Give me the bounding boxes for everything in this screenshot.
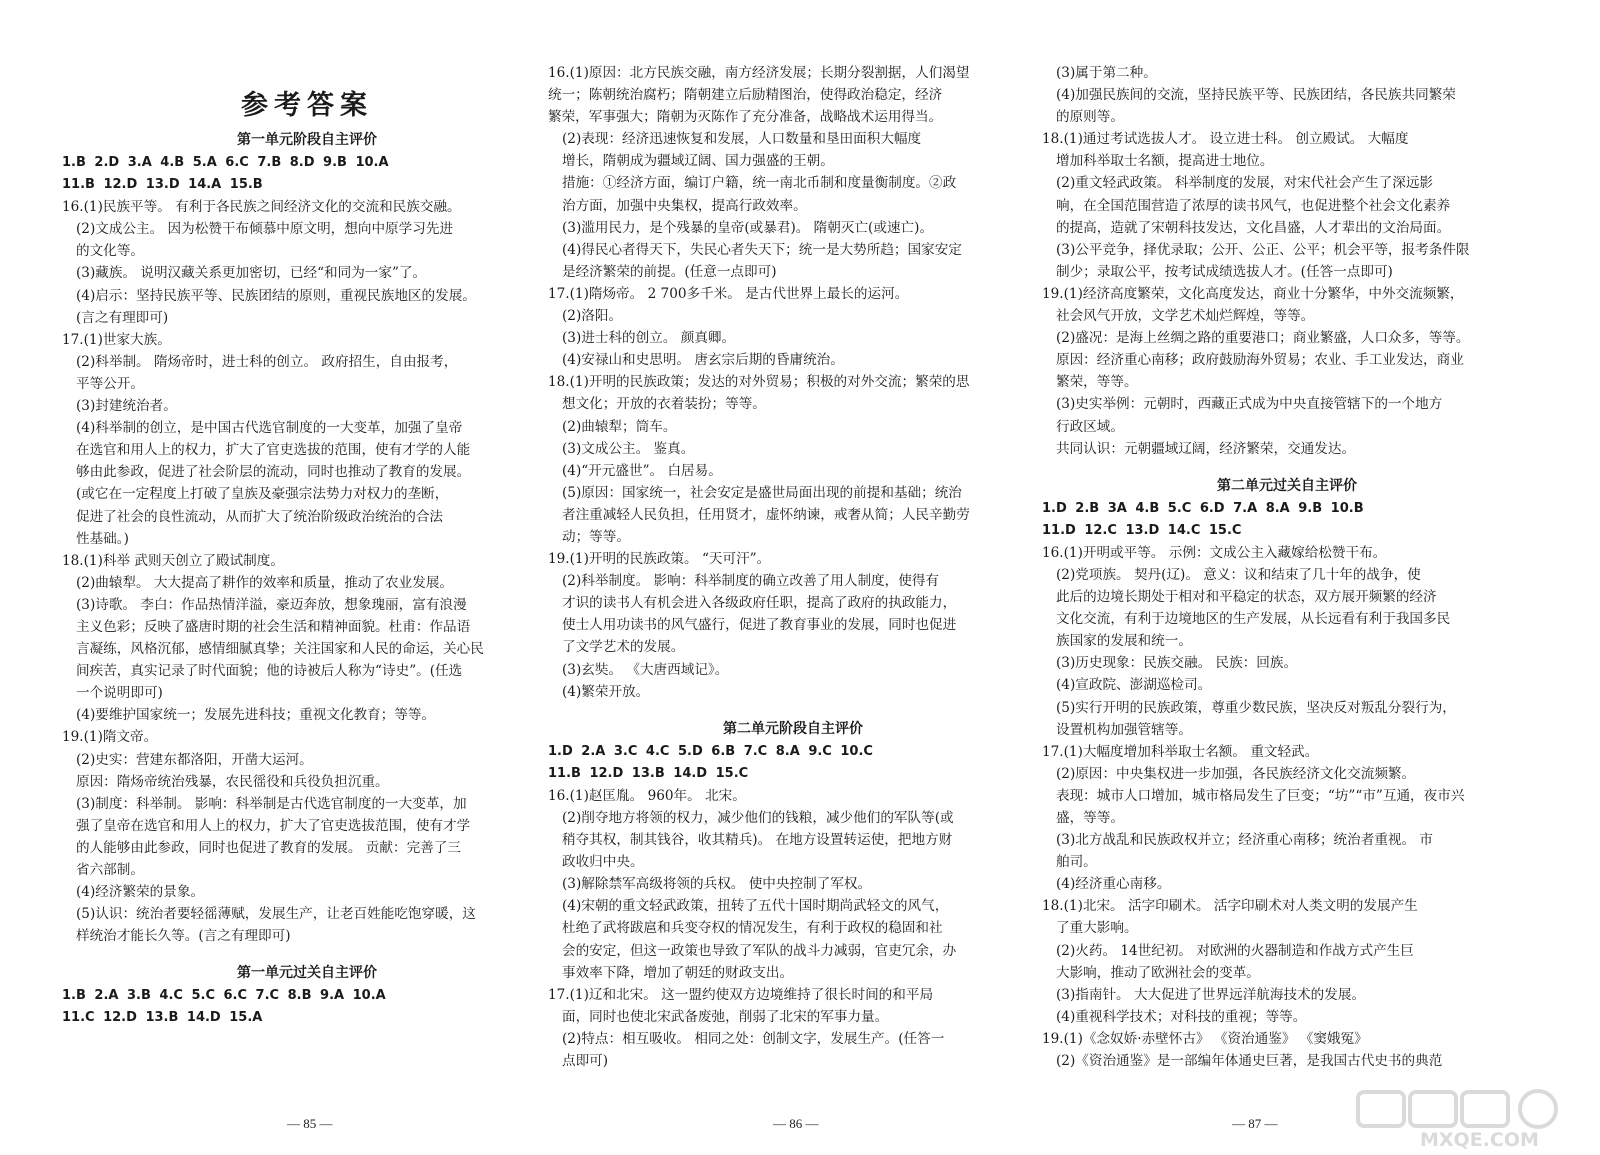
answer-line: (4)“开元盛世”。 白居易。 <box>562 462 722 479</box>
answer-line: (3)进士科的创立。 颜真卿。 <box>562 330 736 347</box>
answer-line: (3)制度：科举制。 影响：科举制是古代选官制度的一大变革，加 <box>76 795 467 812</box>
answer-line: 事效率下降，增加了朝廷的财政支出。 <box>562 964 794 981</box>
answer-line: (3)公平竞争，择优录取；公开、公正、公平；机会平等，报考条件限 <box>1056 241 1470 258</box>
answer-line: 强了皇帝在选官和用人上的权力，扩大了官吏选拔范围，使有才学 <box>76 817 471 834</box>
answer-line: (3)解除禁军高级将领的兵权。 使中央控制了军权。 <box>562 876 872 893</box>
answer-line: (2)表现：经济迅速恢复和发展，人口数量和垦田面积大幅度 <box>562 131 922 148</box>
answer-line: 样统治才能长久等。(言之有理即可) <box>76 928 291 945</box>
choice-answers-line: 11.B 12.D 13.D 14.A 15.B <box>62 177 263 193</box>
answer-line: 社会风气开放，文学艺术灿烂辉煌，等等。 <box>1056 308 1315 325</box>
question-answer-line: 16.(1)开明或平等。 示例：文成公主入藏嫁给松赞干布。 <box>1042 544 1387 561</box>
question-answer-line: 19.(1)经济高度繁荣，文化高度发达，商业十分繁华，中外交流频繁， <box>1042 285 1464 302</box>
column-middle <box>548 62 1038 1072</box>
answer-line: (2)削夺地方将领的权力，减少他们的钱粮，减少他们的军队等(或 <box>562 810 954 826</box>
answer-line: 族国家的发展和统一。 <box>1056 633 1192 650</box>
answer-line: 够由此参政，促进了社会阶层的流动，同时也推动了教育的发展。 <box>76 464 471 481</box>
answer-line: 者注重减轻人民负担，任用贤才，虚怀纳谏，戒奢从简；人民辛勤劳 <box>562 506 970 523</box>
answer-line: 大影响，推动了欧洲社会的变革。 <box>1056 964 1260 981</box>
choice-answers-line: 1.B 2.D 3.A 4.B 5.A 6.C 7.B 8.D 9.B 10.A <box>62 155 389 170</box>
answer-line: (3)滥用民力，是个残暴的皇帝(或暴君)。 隋朝灭亡(或速亡)。 <box>562 219 934 236</box>
answer-line: (4)经济重心南移。 <box>1056 876 1171 893</box>
question-answer-line: 16.(1)赵匡胤。 960年。 北宋。 <box>548 787 746 804</box>
answer-line: (3)玄奘。 《大唐西域记》。 <box>562 661 729 678</box>
answer-line: (4)安禄山和史思明。 唐玄宗后期的昏庸统治。 <box>562 352 844 369</box>
answer-line: (4)科举制的创立，是中国古代选官制度的一大变革，加强了皇帝 <box>76 420 463 437</box>
answer-line: 性基础。) <box>76 530 129 547</box>
answer-line: (2)曲辕犁。 大大提高了耕作的效率和质量，推动了农业发展。 <box>76 574 454 591</box>
choice-answers-line: 11.D 12.C 13.D 14.C 15.C <box>1042 522 1242 538</box>
answer-line: 原因：隋炀帝统治残暴，农民徭役和兵役负担沉重。 <box>76 773 389 790</box>
answer-line: (3)文成公主。 鉴真。 <box>562 440 695 457</box>
answer-line: (2)文成公主。 因为松赞干布倾慕中原文明，想向中原学习先进 <box>76 221 454 238</box>
answer-line: 制少；录取公平，按考试成绩选拔人才。(任答一点即可) <box>1056 263 1393 280</box>
section-heading: 第二单元过关自主评价 <box>1217 477 1357 494</box>
section-heading: 第二单元阶段自主评价 <box>723 720 863 737</box>
answer-line: (2)火药。 14世纪初。 对欧洲的火器制造和作战方式产生巨 <box>1056 942 1414 959</box>
answer-line: (2)重文轻武政策。 科举制度的发展，对宋代社会产生了深远影 <box>1056 175 1434 192</box>
answer-line: 面，同时也使北宋武备废弛，削弱了北宋的军事力量。 <box>562 1008 889 1025</box>
spacer <box>548 703 1038 717</box>
question-answer-line: 统一；陈朝统治腐朽；隋朝建立后励精图治，使得政治稳定，经济 <box>548 87 943 104</box>
question-answer-line: 16.(1)民族平等。 有利于各民族之间经济文化的交流和民族交融。 <box>62 199 461 216</box>
answer-line: 平等公开。 <box>76 375 144 392</box>
answer-line: 此后的边境长期处于相对和平稳定的状态，双方展开频繁的经济 <box>1056 589 1437 606</box>
watermark-logo <box>1340 1088 1590 1150</box>
answer-line: 杜绝了武将跋扈和兵变夺权的情况发生，有利于政权的稳固和社 <box>562 920 943 937</box>
answer-line: 增加科举取士名额，提高进士地位。 <box>1056 153 1274 170</box>
answer-line: (5)原因：国家统一，社会安定是盛世局面出现的前提和基础；统治 <box>562 484 962 501</box>
answer-line: (3)藏族。 说明汉藏关系更加密切，已经“和同为一家”了。 <box>76 265 427 282</box>
answer-line: (2)科举制度。 影响：科举制度的确立改善了用人制度，使得有 <box>562 573 940 590</box>
question-answer-line: 18.(1)科举 武则天创立了殿试制度。 <box>62 552 284 569</box>
question-answer-line: 16.(1)原因：北方民族交融，南方经济发展；长期分裂割据，人们渴望 <box>548 65 970 81</box>
answer-line: (或它在一定程度上打破了皇族及豪强宗法势力对权力的垄断， <box>76 486 449 503</box>
answer-line: 的人能够由此参政，同时也促进了教育的发展。 贡献：完善了三 <box>76 839 461 856</box>
answer-line: (3)属于第二种。 <box>1056 65 1157 81</box>
answer-line: 了文学艺术的发展。 <box>562 639 685 656</box>
answer-line: 会的安定，但这一政策也导致了军队的战斗力减弱，官吏冗余，办 <box>562 942 957 959</box>
answer-line: 想文化；开放的衣着装扮；等等。 <box>562 396 766 413</box>
answer-line: 言凝练，风格沉郁，感情细腻真挚；关注国家和人民的命运，关心民 <box>76 641 484 658</box>
question-answer-line: 17.(1)辽和北宋。 这一盟约使双方边境维持了很长时间的和平局 <box>548 986 934 1003</box>
answer-line: 省六部制。 <box>76 862 144 878</box>
answer-line: (2)《资治通鉴》是一部编年体通史巨著，是我国古代史书的典范 <box>1056 1053 1443 1070</box>
answer-line: 行政区域。 <box>1056 418 1124 435</box>
question-answer-line: 17.(1)隋炀帝。 2 700多千米。 是古代世界上最长的运河。 <box>548 285 909 302</box>
answer-line: 使士人用功读书的风气盛行，促进了教育事业的发展，同时也促进 <box>562 617 957 634</box>
answer-line: (2)原因：中央集权进一步加强，各民族经济文化交流频繁。 <box>1056 765 1416 782</box>
page-number-87: — 87 — <box>1232 1116 1278 1131</box>
question-answer-line: 19.(1)《念奴娇·赤壁怀古》 《资治通鉴》 《窦娥冤》 <box>1042 1030 1368 1047</box>
answer-line: 盛，等等。 <box>1056 810 1124 826</box>
answer-line: (4)加强民族间的交流，坚持民族平等、民族团结，各民族共同繁荣 <box>1056 87 1456 104</box>
answer-line: 繁荣，等等。 <box>1056 374 1138 391</box>
column-right <box>1042 62 1532 1072</box>
answer-line: (2)史实：营建东都洛阳，开凿大运河。 <box>76 751 313 768</box>
page-title: 参考答案 <box>241 90 373 121</box>
answer-line: 响，在全国范围营造了浓厚的读书风气，也促进整个社会文化素养 <box>1056 197 1451 214</box>
answer-line: 是经济繁荣的前提。(任意一点即可) <box>562 263 777 280</box>
question-answer-line: 繁荣，军事强大；隋朝为灭陈作了充分准备，战略战术运用得当。 <box>548 109 943 126</box>
answer-line: (4)宋朝的重文轻武政策，扭转了五代十国时期尚武轻文的风气， <box>562 898 949 915</box>
answer-line: 的原则等。 <box>1056 109 1124 126</box>
answer-line: (5)认识：统治者要轻徭薄赋，发展生产，让老百姓能吃饱穿暖，这 <box>76 906 476 923</box>
answer-line: 文化交流，有利于边境地区的生产发展，从长远看有利于我国多民 <box>1056 611 1451 628</box>
choice-answers-line: 11.B 12.D 13.B 14.D 15.C <box>548 765 749 781</box>
answer-line: 一个说明即可) <box>76 685 163 702</box>
answer-line: (4)经济繁荣的景象。 <box>76 884 205 901</box>
answer-line: (2)洛阳。 <box>562 308 623 325</box>
watermark-text: MXQE.COM <box>1420 1129 1539 1150</box>
answer-line: 主义色彩；反映了盛唐时期的社会生活和精神面貌。杜甫：作品语 <box>76 618 471 635</box>
question-answer-line: 18.(1)开明的民族政策；发达的对外贸易；积极的对外交流；繁荣的思 <box>548 374 970 391</box>
answer-line: (2)科举制。 隋炀帝时，进士科的创立。 政府招生，自由报考， <box>76 353 458 370</box>
question-answer-line: 17.(1)大幅度增加科举取士名额。 重文轻武。 <box>1042 743 1319 760</box>
question-answer-line: 19.(1)开明的民族政策。 “天可汗”。 <box>548 551 771 568</box>
column-left <box>62 62 552 1030</box>
choice-answers-line: 1.D 2.B 3A 4.B 5.C 6.D 7.A 8.A 9.B 10.B <box>1042 500 1364 516</box>
answer-line: 稍夺其权，制其钱谷，收其精兵)。 在地方设置转运使，把地方财 <box>562 832 953 849</box>
answer-line: (2)盛况：是海上丝绸之路的重要港口；商业繁盛，人口众多，等等。 <box>1056 330 1470 347</box>
answer-line: (3)指南针。 大大促进了世界远洋航海技术的发展。 <box>1056 986 1366 1003</box>
page-number-86: — 86 — <box>773 1116 819 1131</box>
answer-line: 动；等等。 <box>562 528 630 545</box>
answer-line: 增长，隋朝成为疆域辽阔、国力强盛的王朝。 <box>562 153 834 170</box>
section-heading: 第一单元阶段自主评价 <box>237 132 377 148</box>
answer-line: (5)实行开明的民族政策，尊重少数民族，坚决反对叛乱分裂行为， <box>1056 699 1456 716</box>
answer-line: (4)得民心者得天下，失民心者失天下；统一是大势所趋；国家安定 <box>562 241 962 258</box>
answer-line: 原因：经济重心南移；政府鼓励海外贸易；农业、手工业发达，商业 <box>1056 352 1464 369</box>
section-heading: 第一单元过关自主评价 <box>237 965 377 982</box>
answer-line: 设置机构加强管辖等。 <box>1056 721 1192 738</box>
question-answer-line: 18.(1)通过考试选拔人才。 设立进士科。 创立殿试。 大幅度 <box>1042 131 1409 148</box>
answer-line: 表现：城市人口增加，城市格局发生了巨变；“坊”“市”互通，夜市兴 <box>1056 787 1465 804</box>
answer-line: (2)特点：相互吸收。 相同之处：创制文字，发展生产。(任答一 <box>562 1030 945 1047</box>
answer-line: (3)封建统治者。 <box>76 398 177 415</box>
answer-line: (3)史实举例：元朝时，西藏正式成为中央直接管辖下的一个地方 <box>1056 396 1443 413</box>
question-answer-line: 19.(1)隋文帝。 <box>62 729 158 746</box>
answer-line: (4)启示：坚持民族平等、民族团结的原则，重视民族地区的发展。 <box>76 287 476 304</box>
answer-line: 政收归中央。 <box>562 854 644 871</box>
answer-line: (4)重视科学技术；对科技的重视；等等。 <box>1056 1008 1307 1025</box>
answer-line: (4)要维护国家统一；发展先进科技；重视文化教育；等等。 <box>76 707 436 724</box>
answer-line: 间疾苦，真实记录了时代面貌；他的诗被后人称为“诗史”。(任选 <box>76 663 463 680</box>
answer-line: 点即可) <box>562 1053 609 1070</box>
answer-line: (2)党项族。 契丹(辽)。 意义：议和结束了几十年的战争，使 <box>1056 566 1421 583</box>
answer-line: (4)宣政院、澎湖巡检司。 <box>1056 677 1212 694</box>
answer-line: 才识的读书人有机会进入各级政府任职，提高了政府的执政能力， <box>562 595 957 612</box>
choice-answers-line: 1.D 2.A 3.C 4.C 5.D 6.B 7.C 8.A 9.C 10.C <box>548 743 873 759</box>
answer-line: (3)北方战乱和民族政权并立；经济重心南移；统治者重视。 市 <box>1056 832 1434 849</box>
answer-line: 舶司。 <box>1056 854 1097 871</box>
answer-line: 措施：①经济方面，编订户籍，统一南北币制和度量衡制度。②政 <box>562 175 957 192</box>
answer-line: (3)历史现象：民族交融。 民族：回族。 <box>1056 655 1298 672</box>
spacer <box>1042 460 1532 474</box>
answer-line: 治方面，加强中央集权，提高行政效率。 <box>562 197 807 214</box>
question-answer-line: 17.(1)世家大族。 <box>62 331 171 348</box>
answer-line: 了重大影响。 <box>1056 920 1138 937</box>
page-number-85: — 85 — <box>287 1116 333 1131</box>
answer-line: (言之有理即可) <box>76 309 169 326</box>
answer-line: 的提高，造就了宋朝科技发达，文化昌盛，人才辈出的文治局面。 <box>1056 219 1451 236</box>
choice-answers-line: 1.B 2.A 3.B 4.C 5.C 6.C 7.C 8.B 9.A 10.A <box>62 988 386 1004</box>
answer-line: 共同认识：元朝疆域辽阔，经济繁荣，交通发达。 <box>1056 440 1356 457</box>
question-answer-line: 18.(1)北宋。 活字印刷术。 活字印刷术对人类文明的发展产生 <box>1042 898 1418 915</box>
answer-line: (4)繁荣开放。 <box>562 683 650 700</box>
spacer <box>62 947 552 961</box>
answer-line: 的文化等。 <box>76 243 144 260</box>
answer-line: 在选官和用人上的权力，扩大了官吏选拔的范围，使有才学的人能 <box>76 442 471 459</box>
choice-answers-line: 11.C 12.D 13.B 14.D 15.A <box>62 1010 263 1026</box>
answer-line: (3)诗歌。 李白：作品热情洋溢，豪迈奔放，想象瑰丽，富有浪漫 <box>76 596 467 613</box>
answer-line: 促进了社会的良性流动，从而扩大了统治阶级政治统治的合法 <box>76 508 444 525</box>
answer-line: (2)曲辕犁；筒车。 <box>562 418 677 435</box>
